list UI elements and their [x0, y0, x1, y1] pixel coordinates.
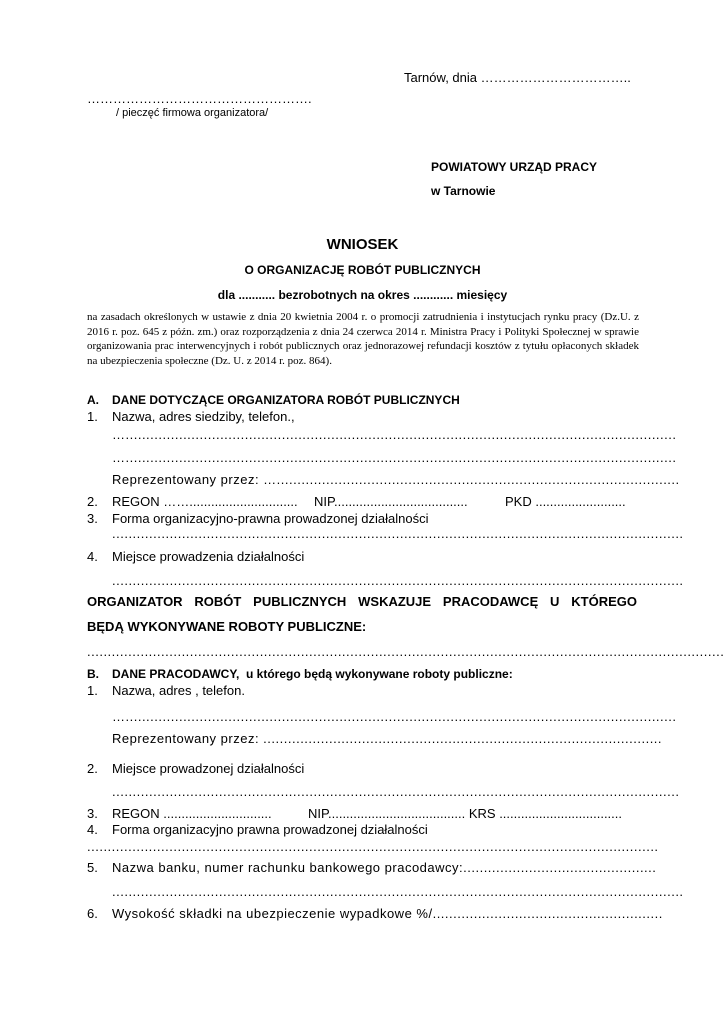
- item-number: 2.: [87, 494, 98, 509]
- section-b-letter: B.: [87, 667, 99, 681]
- organizer-pkd-field[interactable]: PKD .........................: [505, 494, 626, 509]
- organizer-location-label: Miejsce prowadzenia działalności: [112, 549, 305, 564]
- office-name: POWIATOWY URZĄD PRACY: [431, 160, 598, 174]
- employer-name-label: Nazwa, adres , telefon.: [112, 683, 245, 698]
- employer-legal-form-label: Forma organizacyjno prawna prowadzonej działalności: [112, 822, 428, 837]
- employer-location-field[interactable]: ..........................................................................................................................................: [112, 784, 680, 799]
- item-number: 4.: [87, 549, 98, 564]
- item-number: 2.: [87, 761, 98, 776]
- section-b-heading-rest: u którego będą wykonywane roboty publiczne:: [246, 667, 513, 681]
- item-number: 3.: [87, 806, 98, 821]
- organizer-location-field[interactable]: ...........................................................................................................................................: [112, 573, 684, 588]
- employer-bank-account-field[interactable]: Nazwa banku, numer rachunku bankowego pracodawcy:...............................................: [112, 860, 657, 875]
- item-number: 5.: [87, 860, 98, 875]
- organizer-regon-field[interactable]: REGON ……..............................: [112, 494, 298, 509]
- item-number: 4.: [87, 822, 98, 837]
- section-a-letter: A.: [87, 393, 99, 407]
- indicated-employer-field[interactable]: ...........................................................................................................................................................: [87, 644, 725, 659]
- employer-regon-field[interactable]: REGON ..............................: [112, 806, 272, 821]
- employer-nip-krs-field[interactable]: NIP...................................... KRS ..................................: [308, 806, 622, 821]
- organizer-legal-form-label: Forma organizacyjno-prawna prowadzonej działalności: [112, 511, 429, 526]
- employer-name-field[interactable]: …......................................................................................................................................: [112, 709, 677, 724]
- organizer-name-label: Nazwa, adres siedziby, telefon.,: [112, 409, 295, 424]
- item-number: 6.: [87, 906, 98, 921]
- organizer-name-field[interactable]: …......................................................................................................................................: [112, 427, 677, 442]
- period-line[interactable]: dla ........... bezrobotnych na okres ............ miesięcy: [217, 288, 508, 302]
- organizer-representative-field[interactable]: Reprezentowany przez: …..................................................................................................: [112, 472, 680, 487]
- employer-bank-account-line[interactable]: ...........................................................................................................................................: [112, 884, 684, 899]
- accident-insurance-rate-field[interactable]: Wysokość składki na ubezpieczenie wypadkowe %/........................................................: [112, 906, 663, 921]
- section-b-heading-bold: DANE PRACODAWCY,: [112, 667, 240, 681]
- employer-location-label: Miejsce prowadzonej działalności: [112, 761, 305, 776]
- company-stamp-line: …………………………………………….: [87, 91, 312, 106]
- employer-representative-field[interactable]: Reprezentowany przez: .................................................................................................: [112, 731, 663, 746]
- employer-legal-form-field[interactable]: ...........................................................................................................................................: [87, 839, 659, 854]
- office-city: w Tarnowie: [431, 184, 496, 198]
- item-number: 1.: [87, 409, 98, 424]
- organizer-legal-form-field[interactable]: ...........................................................................................................................................: [112, 526, 684, 541]
- organizer-address-field[interactable]: …......................................................................................................................................: [112, 450, 677, 465]
- organizer-nip-field[interactable]: NIP.....................................: [314, 494, 468, 509]
- document-subtitle: O ORGANIZACJĘ ROBÓT PUBLICZNYCH: [244, 263, 481, 277]
- item-number: 3.: [87, 511, 98, 526]
- stamp-caption: / pieczęć firmowa organizatora/: [116, 107, 269, 119]
- employer-indication-heading-cont: BĘDĄ WYKONYWANE ROBOTY PUBLICZNE:: [87, 619, 367, 634]
- legal-basis-text: na zasadach określonych w ustawie z dnia 20 kwietnia 2004 r. o promocji zatrudnienia i instytucjach rynku pracy (Dz.U. z 2016 r. poz. 645 z późn. zm.) oraz rozporządzenia z dnia 24 czerwca 2014 r. Ministra Pracy i Polityki Społecznej w sprawie organizowania prac interwencyjnych i robót publicznych oraz jednorazowej refundacji kosztów z tytułu opłaconych składek na ubezpieczenia społeczne (Dz. U. z 2014 r. poz. 864).: [87, 311, 639, 367]
- section-a-heading: DANE DOTYCZĄCE ORGANIZATORA ROBÓT PUBLICZNYCH: [112, 393, 460, 407]
- place-date-field[interactable]: Tarnów, dnia ……………………………..: [404, 70, 631, 85]
- section-b-heading: [112, 667, 513, 681]
- document-title: WNIOSEK: [326, 236, 399, 253]
- employer-indication-heading: ORGANIZATOR ROBÓT PUBLICZNYCH WSKAZUJE PRACODAWCĘ U KTÓREGO: [87, 594, 637, 609]
- item-number: 1.: [87, 683, 98, 698]
